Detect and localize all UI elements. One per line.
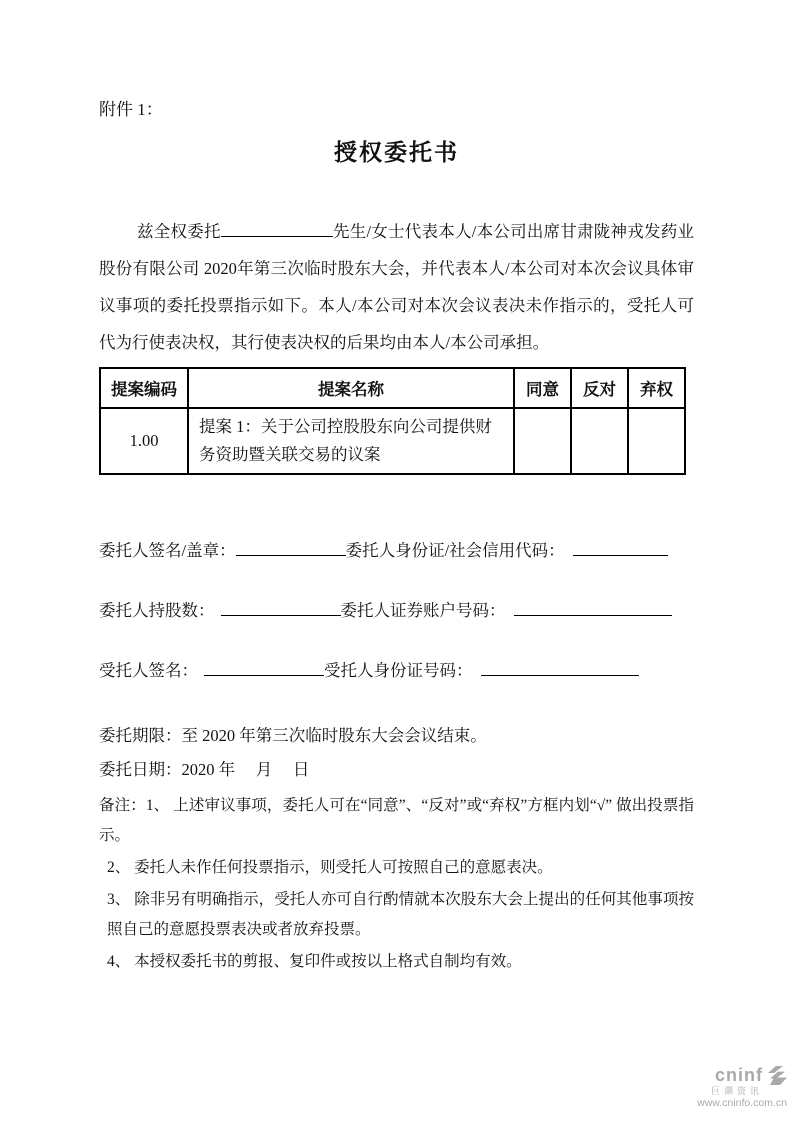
cninfo-watermark [697, 1066, 787, 1110]
proposal-table [99, 367, 686, 475]
principal-signature-blank [236, 539, 346, 556]
signature-row-principal-name [99, 539, 694, 563]
shareholding-label: 委托人持股数： [99, 601, 215, 620]
cninfo-logo-text: cninf [715, 1064, 763, 1085]
attachment-label: 附件 1： [99, 100, 163, 119]
table-row [100, 408, 685, 474]
principal-signature-label: 委托人签名/盖章： [99, 541, 236, 560]
header-proposal-code: 提案编码 [100, 368, 188, 408]
note-2: 2、 委托人未作任何投票指示，则受托人可按照自己的意愿表决。 [107, 859, 553, 876]
vote-agree-cell [514, 408, 571, 474]
shareholding-blank [221, 599, 341, 616]
note-3: 3、 除非另有明确指示，受托人亦可自行酌情就本次股东大会上提出的任何其他事项按照自己的意愿投票表决或者放弃投票。 [107, 891, 694, 938]
intro-body: 先生/女士代表本人/本公司出席甘肃陇神戎发药业股份有限公司 2020年第三次临时股东大会，并代表本人/本公司对本次会议具体审议事项的委托投票指示如下。本人/本公司对本次会议表决未作指示的，受托人可代为行使表决权，其行使表决权的后果均由本人/本公司承担。 [99, 222, 695, 352]
table-header-row [100, 368, 685, 408]
cninfo-url: www.cninfo.com.cn [697, 1097, 787, 1110]
document-content [99, 98, 694, 977]
signature-row-shareholding [99, 599, 694, 623]
principal-id-blank [573, 539, 668, 556]
securities-account-label: 委托人证券账户号码： [340, 601, 506, 620]
notes-section [99, 791, 694, 977]
securities-account-blank [514, 599, 672, 616]
note-4: 4、 本授权委托书的剪报、复印件或按以上格式自制均有效。 [107, 953, 522, 970]
page-title: 授权委托书 [334, 139, 459, 165]
cninfo-logo-row [697, 1066, 787, 1086]
intro-paragraph [99, 213, 694, 361]
proxy-signature-blank [204, 659, 324, 676]
proxy-period-line: 委托期限：至 2020 年第三次临时股东大会会议结束。 [99, 726, 487, 745]
proxy-date-line: 委托日期：2020 年 月 日 [99, 760, 310, 779]
vote-abstain-cell [628, 408, 685, 474]
proposal-name-cell: 提案 1：关于公司控股股东向公司提供财务资助暨关联交易的议案 [188, 408, 514, 474]
proposal-code-cell: 1.00 [100, 408, 188, 474]
proxy-name-blank [221, 220, 333, 237]
header-abstain: 弃权 [628, 368, 685, 408]
proxy-id-label: 受托人身份证号码： [324, 661, 473, 680]
term-section [99, 719, 694, 787]
note-1: 备注：1、 上述审议事项，委托人可在“同意”、“反对”或“弃权”方框内划“√” 做出投票指示。 [99, 797, 694, 844]
signature-section [99, 539, 694, 683]
cninfo-brand-name: 巨潮资讯 [710, 1085, 763, 1096]
principal-id-label: 委托人身份证/社会信用代码： [345, 541, 565, 560]
intro-lead: 兹全权委托 [137, 222, 221, 241]
proxy-signature-label: 受托人签名： [99, 661, 198, 680]
header-against: 反对 [571, 368, 628, 408]
header-agree: 同意 [514, 368, 571, 408]
vote-against-cell [571, 408, 628, 474]
proxy-id-blank [481, 659, 639, 676]
header-proposal-name: 提案名称 [188, 368, 514, 408]
cninfo-swirl-icon [765, 1066, 787, 1085]
signature-row-proxy [99, 659, 694, 683]
